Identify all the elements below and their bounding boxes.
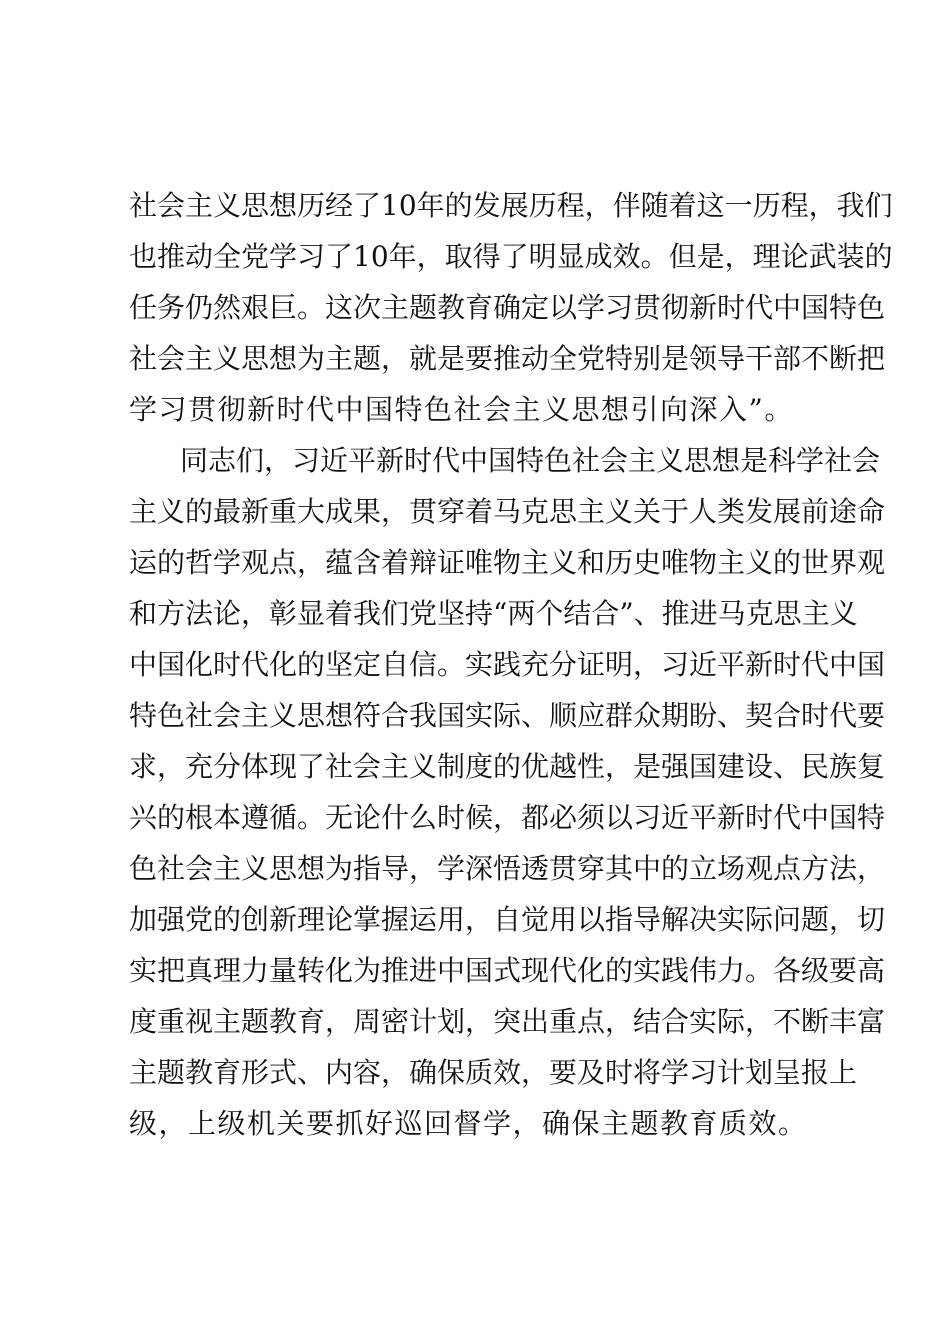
paragraph-line: 特色社会主义思想符合我国实际、顺应群众期盼、契合时代要 — [129, 699, 886, 732]
paragraph-line: 度重视主题教育，周密计划，突出重点，结合实际，不断丰富 — [129, 1005, 886, 1038]
paragraph-line: 同志们，习近平新时代中国特色社会主义思想是科学社会 — [180, 444, 881, 477]
paragraph-line: 实把真理力量转化为推进中国式现代化的实践伟力。各级要高 — [129, 954, 886, 987]
paragraph-line: 求，充分体现了社会主义制度的优越性，是强国建设、民族复 — [129, 750, 886, 783]
paragraph-line: 中国化时代化的坚定自信。实践充分证明，习近平新时代中国 — [129, 648, 886, 681]
paragraph-line: 加强党的创新理论掌握运用，自觉用以指导解决实际问题，切 — [129, 903, 886, 936]
paragraph-line: 运的哲学观点，蕴含着辩证唯物主义和历史唯物主义的世界观 — [129, 546, 886, 579]
paragraph-line: 主题教育形式、内容，确保质效，要及时将学习计划呈报上 — [129, 1056, 858, 1089]
paragraph-line: 和方法论，彰显着我们党坚持“两个结合”、推进马克思主义 — [129, 597, 858, 630]
paragraph-line: 也推动全党学习了10年，取得了明显成效。但是，理论武装的 — [129, 240, 893, 273]
paragraph-line: 级，上级机关要抓好巡回督学，确保主题教育质效。 — [129, 1107, 808, 1140]
paragraph-line: 兴的根本遵循。无论什么时候，都必须以习近平新时代中国特 — [129, 801, 886, 834]
paragraph-1 — [129, 180, 893, 435]
paragraph-2 — [129, 435, 886, 1149]
paragraph-line: 主义的最新重大成果，贯穿着马克思主义关于人类发展前途命 — [129, 495, 886, 528]
paragraph-line: 色社会主义思想为指导，学深悟透贯穿其中的立场观点方法， — [129, 852, 886, 885]
paragraph-line: 社会主义思想为主题，就是要推动全党特别是领导干部不断把 — [129, 342, 886, 375]
paragraph-line: 社会主义思想历经了10年的发展历程，伴随着这一历程，我们 — [129, 189, 893, 222]
body-text — [129, 180, 893, 1149]
paragraph-line: 任务仍然艰巨。这次主题教育确定以学习贯彻新时代中国特色 — [129, 291, 886, 324]
paragraph-line: 学习贯彻新时代中国特色社会主义思想引向深入”。 — [129, 393, 794, 426]
